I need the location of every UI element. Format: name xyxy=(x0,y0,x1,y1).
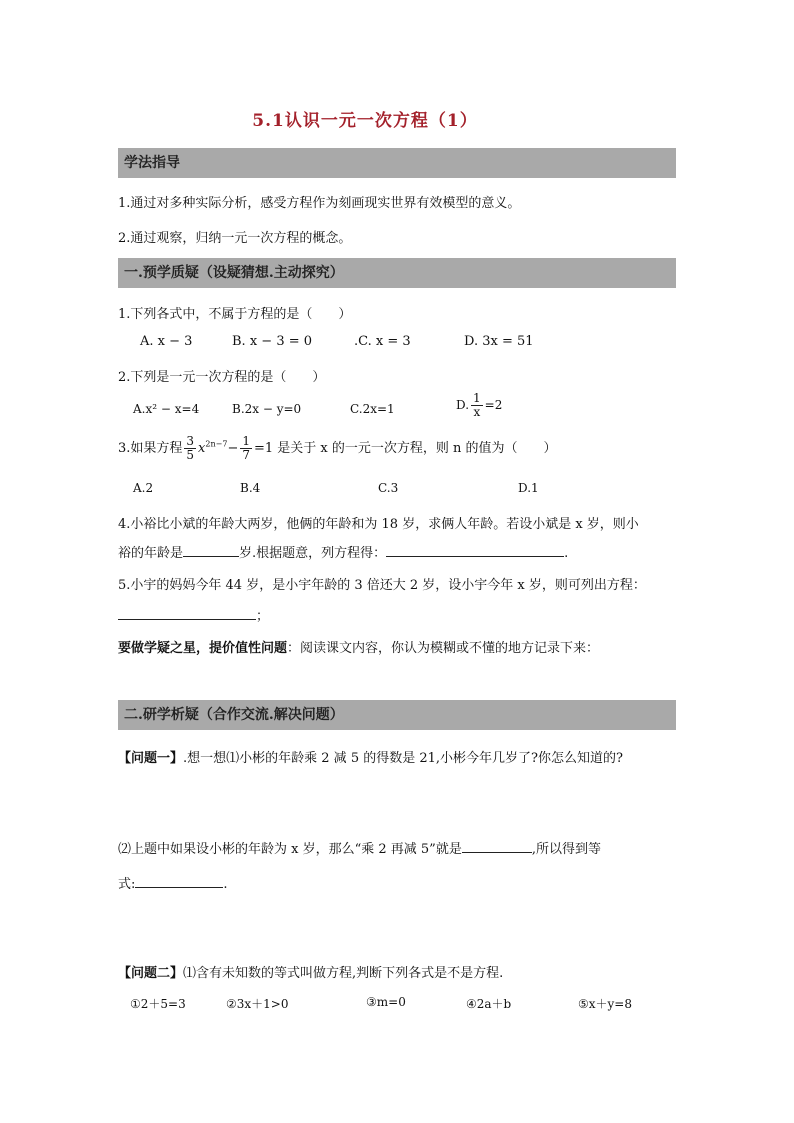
section-header-guide: 学法指导 xyxy=(118,148,676,178)
q3-fraction-1 xyxy=(184,435,196,462)
q1-option-c-expr: x = 3 xyxy=(375,334,411,349)
star-question-prompt xyxy=(118,637,599,656)
problem-2-item-5: ⑤x＋y=8 xyxy=(578,997,632,1011)
problem-1-part-2-a: ⑵上题中如果设小彬的年龄为 x 岁，那么“乘 2 再减 5”就是 xyxy=(118,842,462,857)
q5-line-2-tail: ； xyxy=(256,609,270,624)
problem-2-label: 【问题二】 xyxy=(118,966,184,981)
q2-option-d-tail: =2 xyxy=(484,398,503,412)
q4-blank-age[interactable] xyxy=(183,544,239,557)
guide-item-1: 1.通过对多种实际分析，感受方程作为刻画现实世界有效模型的意义。 xyxy=(118,196,521,211)
q1-option-a-label: A. xyxy=(140,334,154,349)
problem-1-part-2-b: ,所以得到等 xyxy=(531,842,601,857)
q1-option-c xyxy=(354,334,411,349)
q3-frac1-den: 5 xyxy=(186,448,195,462)
problem-2-item-1: ①2＋5=3 xyxy=(130,997,186,1011)
q3-variable: x xyxy=(198,441,206,456)
q3-option-c: C.3 xyxy=(378,481,399,495)
q2-option-a: A.x² − x=4 xyxy=(133,402,200,416)
q4-line-1: 4.小裕比小斌的年龄大两岁，他俩的年龄和为 18 岁，求俩人年龄。若设小斌是 x 岁，则小 xyxy=(118,517,639,532)
q2-stem: 2.下列是一元一次方程的是（ ） xyxy=(118,370,326,385)
q1-option-c-label: .C. xyxy=(354,334,372,349)
q1-option-b-label: B. xyxy=(232,334,246,349)
problem-2 xyxy=(118,962,503,981)
problem-2-item-3: ③m=0 xyxy=(366,995,406,1009)
section-header-preview: 一.预学质疑（设疑猜想.主动探究） xyxy=(118,258,676,288)
q1-stem: 1.下列各式中，不属于方程的是（ ） xyxy=(118,307,352,322)
q3-exponent: 2n−7 xyxy=(205,439,228,449)
problem-1-part-2-d: . xyxy=(223,877,228,892)
q3-option-a: A.2 xyxy=(133,481,154,495)
q4-blank-equation[interactable] xyxy=(386,544,564,557)
problem-2-text: ⑴含有未知数的等式叫做方程,判断下列各式是不是方程. xyxy=(183,966,504,981)
q2-option-d xyxy=(456,392,502,419)
q2-option-d-fraction xyxy=(471,392,483,419)
section-header-study: 二.研学析疑（合作交流.解决问题） xyxy=(118,700,676,730)
q3-fraction-2 xyxy=(240,435,252,462)
page-title: 5.1认识一元一次方程（1） xyxy=(252,111,478,131)
q2-option-d-label: D. xyxy=(456,398,470,412)
q2-option-c: C.2x=1 xyxy=(350,402,395,416)
problem-1-label: 【问题一】 xyxy=(118,751,184,766)
star-question-rest: ：阅读课文内容，你认为模糊或不懂的地方记录下来： xyxy=(287,641,600,656)
q3-option-d: D.1 xyxy=(518,481,539,495)
q1-option-b-expr: x − 3 = 0 xyxy=(249,334,313,349)
problem-1-text: .想一想⑴小彬的年龄乘 2 减 5 的得数是 21,小彬今年几岁了?你怎么知道的? xyxy=(183,751,623,766)
q3-stem xyxy=(118,435,557,462)
q5-line-1: 5.小宇的妈妈今年 44 岁，是小宇年龄的 3 倍还大 2 岁，设小宇今年 x 岁，则可列出方程： xyxy=(118,578,646,593)
q3-mid: =1 是关于 x 的一元一次方程，则 n 的值为（ ） xyxy=(253,441,557,456)
problem-1-blank-equation[interactable] xyxy=(135,875,223,888)
q5-line-2 xyxy=(118,605,269,624)
star-question-bold: 要做学疑之星，提价值性问题 xyxy=(118,641,288,656)
problem-1-part-2-c: 式: xyxy=(118,877,136,892)
guide-item-2: 2.通过观察，归纳一元一次方程的概念。 xyxy=(118,231,352,246)
problem-1-blank-expression[interactable] xyxy=(462,840,532,853)
problem-1 xyxy=(118,747,623,766)
q4-line-2 xyxy=(118,542,568,561)
q1-option-d-expr: 3x = 51 xyxy=(482,334,534,349)
problem-2-item-2: ②3x＋1>0 xyxy=(226,997,289,1011)
problem-1-part-2-line-2 xyxy=(118,873,228,892)
problem-1-part-2-line-1 xyxy=(118,838,601,857)
q1-option-a xyxy=(140,334,192,349)
q4-line-2-a: 裕的年龄是 xyxy=(118,546,184,561)
q1-option-b xyxy=(232,334,312,349)
q1-option-a-expr: x − 3 xyxy=(157,334,193,349)
q3-frac2-num: 1 xyxy=(242,434,250,448)
q4-line-2-b: 岁.根据题意，列方程得： xyxy=(239,546,387,561)
q2-d-numerator: 1 xyxy=(473,391,481,405)
q2-d-denominator: x xyxy=(473,405,481,419)
q5-blank-equation[interactable] xyxy=(118,607,256,620)
q3-prefix: 3.如果方程 xyxy=(118,441,183,456)
q3-option-b: B.4 xyxy=(240,481,261,495)
q1-option-d-label: D. xyxy=(464,334,479,349)
q2-option-b: B.2x − y=0 xyxy=(232,402,302,416)
q3-frac2-den: 7 xyxy=(242,448,250,462)
q4-line-2-c: . xyxy=(564,546,569,561)
q3-frac1-num: 3 xyxy=(186,434,195,448)
problem-2-item-4: ④2a＋b xyxy=(466,997,512,1011)
q3-minus: − xyxy=(227,441,239,456)
q1-option-d xyxy=(464,334,534,349)
